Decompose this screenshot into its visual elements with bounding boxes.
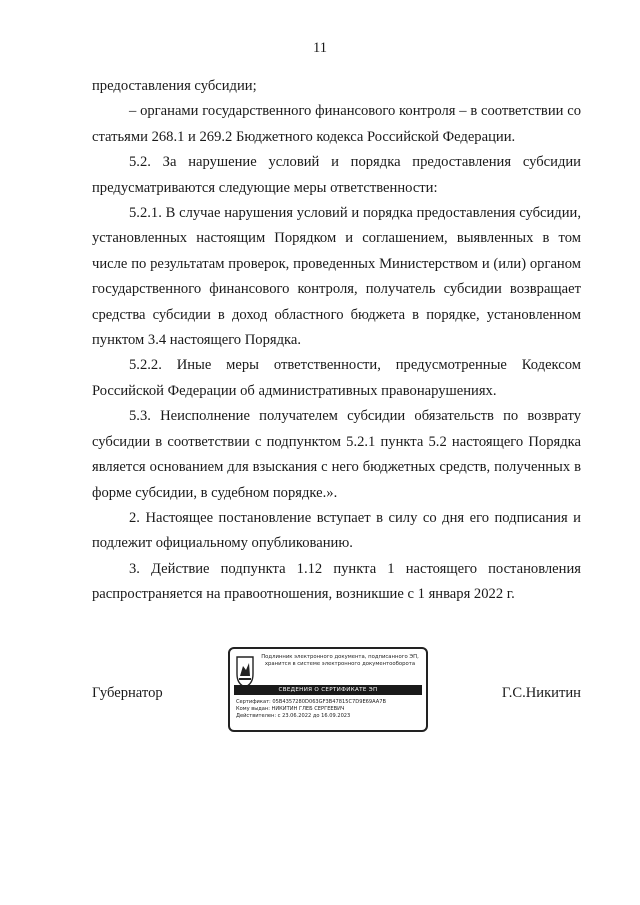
document-body [92,74,581,608]
coat-of-arms-icon [235,654,255,688]
stamp-certificate: Сертификат: 05B4357280D063GF3B47815C7D9E69AA7B [236,699,386,705]
paragraph: 5.2.1. В случае нарушения условий и порядка предоставления субсидии, установленных настоящим Порядком и соглашением, выявленных в том числе по результатам проверок, проведенных Министерством и (или) органом государственного финансового контроля, получатель субсидии возвращает средства субсидии в доход областного бюджета в порядке, установленном пунктом 3.4 настоящего Порядка. [92,205,581,349]
signatory-title: Губернатор [92,685,163,701]
paragraph: 2. Настоящее постановление вступает в силу со дня его подписания и подлежит официальному опубликованию. [92,509,581,552]
paragraph: 5.2.2. Иные меры ответственности, предусмотренные Кодексом Российской Федерации об административных правонарушениях. [92,357,581,399]
signature-block [0,647,640,737]
stamp-title-bar: СВЕДЕНИЯ О СЕРТИФИКАТЕ ЭП [234,685,422,695]
stamp-details [236,699,424,720]
paragraph: 5.3. Неисполнение получателем субсидии обязательств по возврату субсидии в соответствии с подпунктом 5.2.1 пункта 5.2 настоящего Порядка является основанием для взыскания с него бюджетных средств, полученных в форме субсидии, в судебном порядке.». [92,408,581,501]
paragraph: 5.2. За нарушение условий и порядка предоставления субсидии предусматриваются следующие меры ответственности: [92,154,581,196]
stamp-validity: Действителен: с 23.06.2022 до 16.09.2023 [236,713,351,719]
signatory-name: Г.С.Никитин [501,685,581,701]
paragraph: предоставления субсидии; [92,78,257,94]
page-number: 11 [313,40,327,56]
stamp-issued-to: Кому выдан: НИКИТИН ГЛЕБ СЕРГЕЕВИЧ [236,706,345,712]
digital-signature-stamp [228,647,428,732]
stamp-header: Подлинник электронного документа, подписанного ЭП, хранится в системе электронного документооборота [261,654,419,667]
paragraph: – органами государственного финансового контроля – в соответствии со статьями 268.1 и 269.2 Бюджетного кодекса Российской Федерации. [92,103,581,145]
paragraph: 3. Действие подпункта 1.12 пункта 1 настоящего постановления распространяется на правоотношения, возникшие с 1 января 2022 г. [92,560,581,603]
